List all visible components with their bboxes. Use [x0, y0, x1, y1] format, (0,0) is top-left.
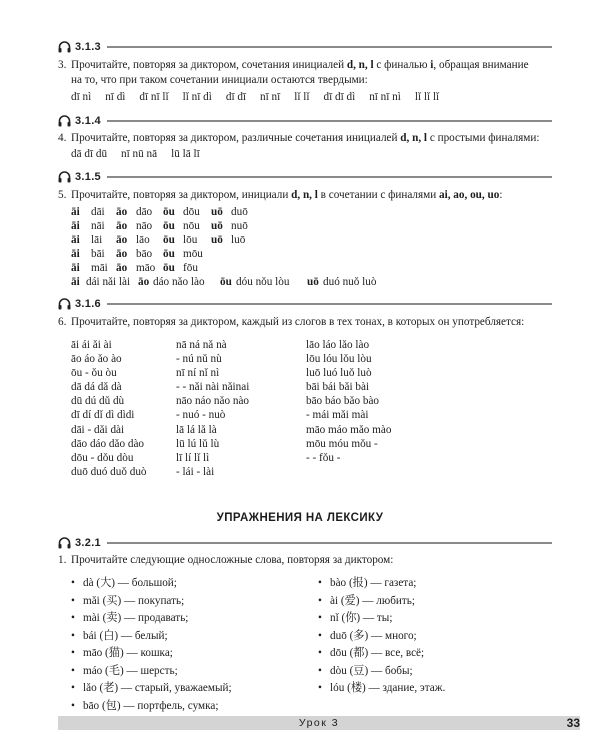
item-number: 5. — [58, 189, 67, 201]
grid-row — [71, 233, 376, 247]
initials-bold: d, n, l — [346, 59, 374, 71]
syllable: nuō — [231, 220, 248, 233]
syllable: duō — [231, 206, 248, 218]
instruction-text: Прочитайте следующие односложные слова, повторяя за диктором: — [71, 554, 394, 566]
final-label: ōu — [220, 276, 232, 289]
section-3-1-3-header — [58, 40, 552, 54]
grid-row — [71, 219, 376, 233]
syllable-tones: dái nǎi lài — [86, 276, 131, 289]
syllable: bāi — [91, 248, 105, 261]
tone-line: lā lá lǎ là — [176, 423, 217, 436]
grid-row — [71, 261, 376, 275]
initials-bold: d, n, l — [291, 189, 318, 201]
tone-line: dāi - dǎi dài — [71, 423, 125, 436]
final-label: uō — [211, 234, 223, 247]
syllable-group: dā dī dū — [71, 148, 108, 160]
vocab-item: • māo (猫) — кошка; — [71, 645, 232, 663]
vocab-item: • nǐ (你) — ты; — [318, 610, 445, 628]
final-label: uō — [211, 206, 223, 218]
tone-line: dōu - dǒu dòu — [71, 451, 134, 464]
lesson-label: Урок 3 — [298, 717, 340, 729]
tone-line: duō duó duǒ duò — [71, 465, 147, 478]
vocab-item: • dōu (都) — все, всё; — [318, 645, 445, 663]
tone-line: māo máo mǎo mào — [306, 423, 392, 436]
tone-line: ōu - ǒu òu — [71, 367, 117, 380]
tones-column-1 — [71, 338, 147, 479]
grid-row — [71, 247, 376, 261]
syllable-tones: dóu nǒu lòu — [236, 276, 290, 289]
final-label: ōu — [163, 248, 175, 261]
syllable: nōu — [183, 220, 200, 233]
instruction-text: : — [499, 189, 503, 201]
tones-column-3 — [306, 338, 391, 465]
syllable: dāi — [91, 206, 105, 218]
tone-line: dāo dáo dǎo dào — [71, 437, 145, 450]
instruction-6 — [58, 315, 556, 330]
tone-line: mōu móu mǒu - — [306, 437, 378, 450]
final-bold: i — [430, 59, 434, 71]
tone-line: dū dú dǔ dù — [71, 395, 125, 408]
syllable: dāo — [136, 206, 153, 218]
instruction-5 — [58, 188, 556, 203]
section-number: 3.1.3 — [75, 41, 101, 53]
final-label: āi — [71, 234, 80, 247]
tone-line: nāo náo nǎo nào — [176, 395, 250, 408]
syllable-group: dī nì — [71, 91, 92, 103]
syllable: lāo — [136, 234, 150, 247]
syllable-group: lǐ nī dì — [182, 91, 212, 103]
page-number: 33 — [566, 716, 580, 730]
vocab-item: • lóu (楼) — здание, этаж. — [318, 680, 445, 698]
instruction-text: на то, что при таком сочетании инициали остаются твердыми: — [71, 73, 368, 86]
grid-row-tones — [71, 275, 376, 289]
instruction-text: с простыми финалями: — [427, 132, 540, 144]
vocab-list-right — [318, 575, 445, 698]
tone-line: lōu lóu lǒu lòu — [306, 353, 372, 366]
tone-line: - mái mǎi mài — [306, 409, 369, 422]
final-label: ōu — [163, 220, 175, 233]
vocab-item: • bāo (包) — портфель, сумка; — [71, 698, 232, 716]
syllable: māi — [91, 262, 108, 275]
tone-line: bāo báo bǎo bào — [306, 395, 380, 408]
final-label: uō — [211, 220, 223, 233]
item-number: 4. — [58, 132, 67, 144]
final-label: āo — [116, 206, 128, 218]
final-label: ōu — [163, 206, 175, 218]
instruction-3 — [58, 58, 556, 87]
syllable-group: nī dì — [105, 91, 126, 103]
syllable-group: nī nū nā — [121, 148, 158, 160]
instruction-text: в сочетании с финалями — [317, 189, 440, 201]
syllable: luō — [231, 234, 246, 247]
tone-line: - nuó - nuò — [176, 409, 226, 422]
syllable: nāo — [136, 220, 153, 233]
syllable: lōu — [183, 234, 198, 247]
tone-line: nā ná nǎ nà — [176, 339, 227, 351]
instruction-text: Прочитайте, повторяя за диктором, инициали — [71, 189, 292, 201]
tone-line: - - nǎi nài nǎinai — [176, 381, 250, 394]
tone-line: lāo láo lǎo lào — [306, 339, 370, 351]
headphones-icon — [58, 537, 71, 549]
tone-line: bāi bái bǎi bài — [306, 381, 370, 394]
section-divider — [107, 303, 552, 305]
instruction-text: с финалью — [373, 59, 431, 71]
section-divider — [107, 46, 552, 48]
tone-line: āi ái ǎi ài — [71, 339, 112, 351]
final-label: ōu — [163, 234, 175, 247]
syllable-group: nī nī nì — [369, 91, 401, 103]
lexicon-heading: УПРАЖНЕНИЯ НА ЛЕКСИКУ — [216, 512, 384, 524]
final-label: āi — [71, 262, 80, 275]
syllable-group: lǐ lǐ lǐ — [414, 91, 440, 103]
syllable: lāi — [91, 234, 103, 247]
vocab-list-left — [71, 575, 232, 715]
section-3-1-4-header — [58, 114, 552, 128]
headphones-icon — [58, 171, 71, 183]
vocab-item: • lǎo (老) — старый, уважаемый; — [71, 680, 232, 698]
tone-line: lī lí lǐ lì — [176, 451, 210, 464]
tone-line: dā dá dǎ dà — [71, 381, 122, 394]
vocab-item: • ài (爱) — любить; — [318, 593, 445, 611]
syllable-group: dī dī — [225, 91, 247, 103]
tone-line: - - fǒu - — [306, 451, 341, 464]
instruction-4 — [58, 131, 556, 146]
item-number: 1. — [58, 554, 67, 566]
final-label: āo — [116, 248, 128, 261]
syllable-tones: dáo nǎo lào — [153, 276, 205, 289]
instruction-text: , обращая внимание — [433, 59, 529, 71]
tone-line: - lái - lài — [176, 465, 215, 478]
syllable-row — [71, 91, 453, 103]
section-number: 3.2.1 — [75, 537, 101, 549]
section-number: 3.1.5 — [75, 171, 101, 183]
item-number: 3. — [58, 59, 67, 71]
syllable-group: lǐ lǐ — [294, 91, 310, 103]
final-label: āo — [138, 276, 150, 289]
final-label: āo — [116, 220, 128, 233]
section-divider — [107, 176, 552, 178]
tone-line: dī dí dǐ dì dìdi — [71, 409, 135, 422]
vocab-item: • dà (大) — большой; — [71, 575, 232, 593]
tone-line: lū lú lǔ lù — [176, 437, 220, 450]
syllable-group: dī nī lǐ — [139, 91, 169, 103]
vocab-item: • mǎi (买) — покупать; — [71, 593, 232, 611]
syllable: fōu — [183, 262, 198, 275]
grid-row — [71, 205, 376, 219]
section-3-1-6-header — [58, 297, 552, 311]
headphones-icon — [58, 298, 71, 310]
vocab-item: • mài (卖) — продавать; — [71, 610, 232, 628]
final-label: āi — [71, 276, 80, 289]
syllable-row — [71, 148, 214, 160]
syllable: nāi — [91, 220, 105, 233]
vocab-item: • bào (报) — газета; — [318, 575, 445, 593]
tone-line: - nú nǔ nù — [176, 353, 222, 366]
section-3-2-1-header — [58, 536, 552, 550]
instruction-text: Прочитайте, повторяя за диктором, сочетания инициалей — [71, 59, 347, 71]
section-3-1-5-header — [58, 170, 552, 184]
vocab-item: • máo (毛) — шерсть; — [71, 663, 232, 681]
syllable: bāo — [136, 248, 153, 261]
final-label: āo — [116, 234, 128, 247]
syllable: māo — [136, 262, 156, 275]
instruction-1 — [58, 553, 556, 568]
tone-line: luō luó luǒ luò — [306, 367, 372, 380]
final-label: āo — [116, 262, 128, 275]
initials-bold: d, n, l — [400, 132, 428, 144]
item-number: 6. — [58, 316, 67, 328]
syllable: mōu — [183, 248, 203, 261]
footer-bar — [58, 716, 580, 730]
section-number: 3.1.6 — [75, 298, 101, 310]
finals-grid — [71, 205, 376, 290]
headphones-icon — [58, 41, 71, 53]
syllable-group: lū lā lī — [171, 148, 200, 160]
tone-line: nī ní nǐ nì — [176, 367, 220, 380]
section-divider — [107, 542, 552, 544]
instruction-text: Прочитайте, повторяя за диктором, каждый из слогов в тех тонах, в которых он употребляется: — [71, 316, 525, 328]
final-label: ōu — [163, 262, 175, 275]
section-number: 3.1.4 — [75, 115, 101, 127]
final-label: āi — [71, 248, 80, 261]
section-divider — [107, 120, 552, 122]
vocab-item: • dòu (豆) — бобы; — [318, 663, 445, 681]
headphones-icon — [58, 115, 71, 127]
syllable: dōu — [183, 206, 200, 218]
finals-bold: ai, ao, ou, uo — [439, 189, 500, 201]
final-label: uō — [307, 276, 319, 289]
vocab-item: • bái (白) — белый; — [71, 628, 232, 646]
final-label: āi — [71, 206, 80, 218]
instruction-text: Прочитайте, повторяя за диктором, различные сочетания инициалей — [71, 132, 401, 144]
final-label: āi — [71, 220, 80, 233]
vocab-item: • duō (多) — много; — [318, 628, 445, 646]
syllable-tones: duó nuǒ luò — [323, 276, 377, 289]
syllable-group: nī nī — [260, 91, 281, 103]
tone-line: āo áo ǎo ào — [71, 353, 122, 366]
syllable-group: dī dī dì — [323, 91, 356, 103]
tones-column-2 — [176, 338, 249, 479]
